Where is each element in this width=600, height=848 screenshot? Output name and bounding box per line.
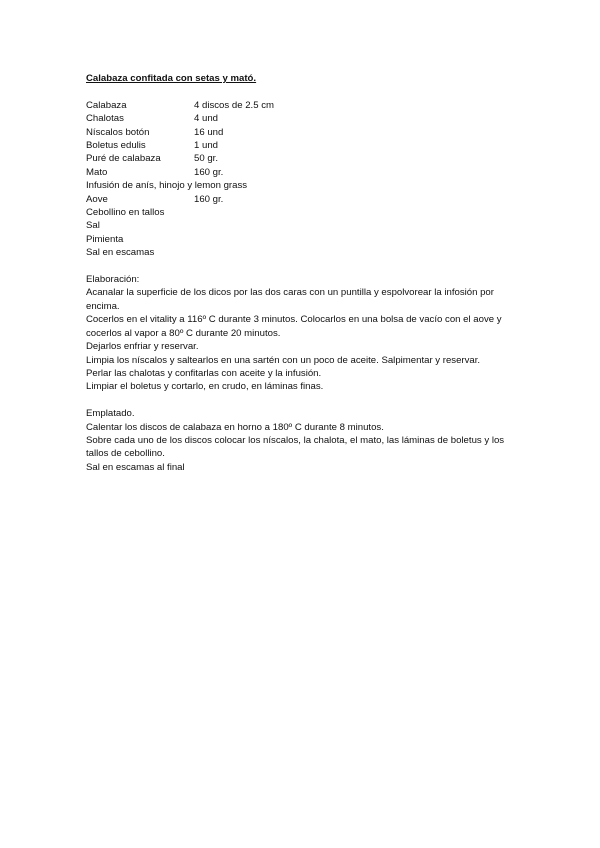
ingredient-name: Puré de calabaza bbox=[86, 153, 161, 165]
ingredient-quantity: 50 gr. bbox=[194, 153, 219, 165]
step-paragraph: Acanalar la superficie de los dicos por las dos caras con un puntilla y espolvorear la infosión por encima. bbox=[86, 287, 494, 312]
ingredient-name: Boletus edulis bbox=[86, 140, 146, 152]
ingredient-name: Infusión de anís, hinojo y lemon grass bbox=[86, 180, 248, 192]
ingredient-quantity: 1 und bbox=[194, 140, 219, 152]
ingredient-row bbox=[86, 179, 526, 192]
ingredient-row bbox=[86, 166, 526, 179]
ingredient-row bbox=[86, 246, 526, 259]
section-heading: Elaboración: bbox=[86, 274, 140, 286]
ingredient-name: Sal en escamas bbox=[86, 247, 155, 259]
ingredient-name: Pimienta bbox=[86, 233, 124, 245]
ingredient-name: Calabaza bbox=[86, 99, 127, 111]
recipe-content bbox=[86, 72, 526, 488]
ingredient-row bbox=[86, 112, 526, 125]
ingredient-quantity: 160 gr. bbox=[194, 166, 224, 178]
ingredient-row bbox=[86, 206, 526, 219]
step-paragraph: Sal en escamas al final bbox=[86, 461, 185, 473]
step-paragraph: Perlar las chalotas y confitarlas con aceite y la infusión. bbox=[86, 367, 322, 379]
step-paragraph: Dejarlos enfriar y reservar. bbox=[86, 341, 199, 353]
step-paragraph: Cocerlos en el vitality a 116º C durante 3 minutos. Colocarlos en una bolsa de vacío con el aove y cocerlos al vapor a 80º C durante 20 minutos. bbox=[86, 314, 502, 339]
ingredient-name: Sal bbox=[86, 220, 100, 232]
section-heading: Emplatado. bbox=[86, 408, 135, 420]
ingredient-row bbox=[86, 193, 526, 206]
step-paragraph: Limpia los níscalos y saltearlos en una sartén con un poco de aceite. Salpimentar y reservar. bbox=[86, 354, 481, 366]
ingredients-list bbox=[86, 99, 526, 260]
ingredient-name: Chalotas bbox=[86, 113, 124, 125]
ingredient-row bbox=[86, 126, 526, 139]
step-paragraph: Sobre cada uno de los discos colocar los níscalos, la chalota, el mato, las láminas de boletus y los tallos de cebollino. bbox=[86, 434, 505, 460]
ingredient-name: Cebollino en tallos bbox=[86, 207, 165, 219]
ingredient-name: Aove bbox=[86, 193, 108, 205]
ingredient-quantity: 4 discos de 2.5 cm bbox=[194, 99, 274, 111]
ingredient-quantity: 16 und bbox=[194, 126, 224, 138]
ingredient-name: Mato bbox=[86, 166, 108, 178]
ingredient-quantity: 4 und bbox=[194, 113, 219, 125]
ingredient-row bbox=[86, 152, 526, 165]
step-paragraph: Limpiar el boletus y cortarlo, en crudo, en láminas finas. bbox=[86, 381, 324, 393]
ingredient-row bbox=[86, 139, 526, 152]
ingredient-name: Níscalos botón bbox=[86, 126, 150, 138]
ingredient-row bbox=[86, 99, 526, 112]
ingredient-row bbox=[86, 233, 526, 246]
ingredient-quantity: 160 gr. bbox=[194, 193, 224, 205]
emplatado-section bbox=[86, 407, 526, 474]
elaboracion-section bbox=[86, 273, 526, 394]
recipe-title: Calabaza confitada con setas y mató. bbox=[86, 73, 257, 84]
ingredient-row bbox=[86, 219, 526, 232]
step-paragraph: Calentar los discos de calabaza en horno a 180º C durante 8 minutos. bbox=[86, 421, 384, 433]
